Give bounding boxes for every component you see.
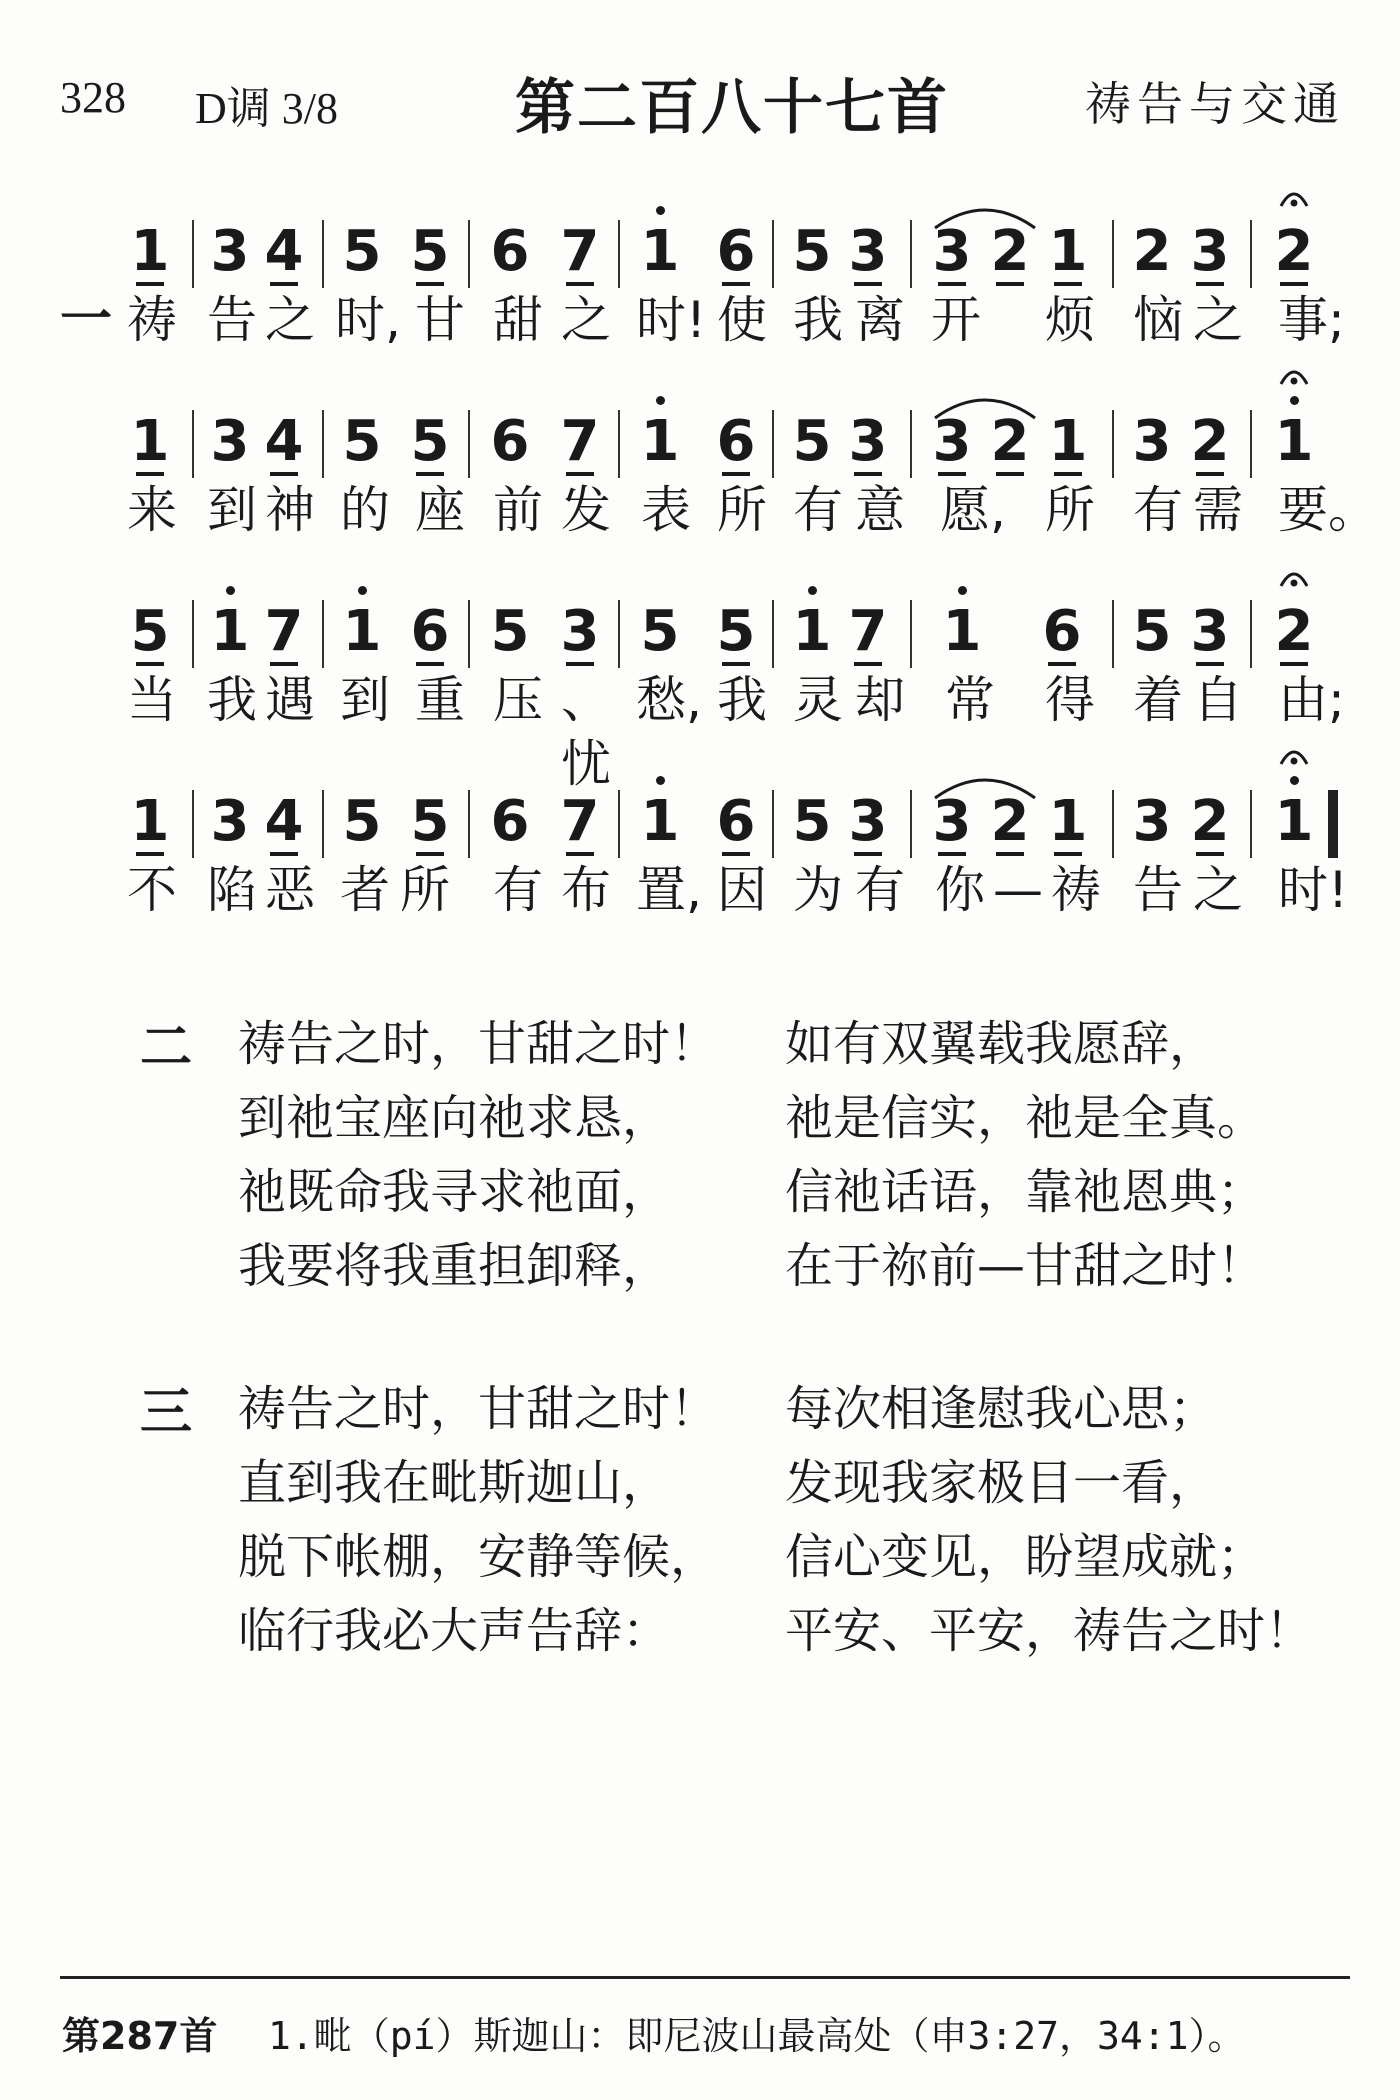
lyric: 者 (340, 861, 390, 919)
note: 2 (1272, 602, 1316, 662)
note: 4 (262, 222, 306, 282)
lyric: 座 (415, 481, 465, 539)
lyric: 重 (415, 671, 465, 729)
lyric: 开 (931, 291, 981, 349)
lyric: 需 (1193, 481, 1243, 539)
fermata-icon (1278, 182, 1310, 212)
note: 7 (262, 602, 306, 662)
note: 6 (490, 409, 530, 474)
verse-line: 信心变见，盼望成就； (785, 1529, 1266, 1585)
note: 7 (558, 222, 602, 282)
lyric: 有 (493, 861, 543, 919)
note: 3 (930, 222, 974, 282)
lyric: 离 (855, 291, 905, 349)
lyric: 事; (1278, 291, 1345, 349)
note: 1 (1272, 412, 1316, 472)
note: 2 (1188, 792, 1232, 852)
verse-line: 到祂宝座向祂求恳， (238, 1090, 671, 1146)
note: 1 (128, 792, 172, 852)
note: 3 (930, 792, 974, 852)
note: 6 (714, 792, 758, 852)
note: 1 (940, 602, 984, 662)
verse-line: 每次相逢慰我心思； (785, 1381, 1218, 1437)
verse-number: 二 (140, 1018, 193, 1078)
lyric: 我 (717, 671, 767, 729)
verse-line: 直到我在毗斯迦山， (238, 1455, 671, 1511)
lyric: 陷 (207, 861, 257, 919)
lyric: — (993, 861, 1043, 919)
note: 1 (638, 792, 682, 852)
note: 2 (988, 412, 1032, 472)
lyric: 到 (207, 481, 257, 539)
lyric: 告 (207, 291, 257, 349)
lyric: 恼 (1133, 291, 1183, 349)
note: 5 (342, 219, 382, 284)
lyric: 告 (1133, 861, 1183, 919)
verse-line: 发现我家极目一看， (785, 1455, 1218, 1511)
note: 5 (408, 222, 452, 282)
note: 5 (1132, 599, 1172, 664)
note: 2 (1272, 222, 1316, 282)
lyric: 当 (127, 671, 177, 729)
note: 4 (262, 792, 306, 852)
verse-number-1: 一 (60, 290, 113, 350)
verse-line: 脱下帐棚，安静等候， (238, 1529, 719, 1585)
footnote-divider (60, 1976, 1350, 1979)
note: 3 (1132, 789, 1172, 854)
lyric: 、忧 (561, 671, 611, 793)
lyric: 灵 (793, 671, 843, 729)
fermata-icon (1278, 562, 1310, 592)
lyric: 愁, (636, 671, 702, 729)
note: 5 (792, 219, 832, 284)
lyric: 的 (340, 481, 390, 539)
note: 1 (1046, 222, 1090, 282)
lyric: 因 (717, 861, 767, 919)
hymn-category: 祷告与交通 (1085, 77, 1345, 131)
lyric: 发 (561, 481, 611, 539)
note: 5 (342, 409, 382, 474)
lyric: 神 (265, 481, 315, 539)
lyric: 前 (493, 481, 543, 539)
note: 5 (792, 409, 832, 474)
lyric: 所 (400, 861, 450, 919)
note: 5 (128, 602, 172, 662)
lyric: 时, (335, 291, 401, 349)
verse-line: 在于祢前—甘甜之时！ (785, 1238, 1266, 1294)
note: 6 (714, 412, 758, 472)
note: 6 (490, 219, 530, 284)
lyric: 所 (1045, 481, 1095, 539)
verse-line: 祷告之时，甘甜之时！ (238, 1016, 719, 1072)
note: 1 (340, 602, 384, 662)
note: 5 (792, 789, 832, 854)
lyric: 之 (1193, 291, 1243, 349)
lyric: 有 (855, 861, 905, 919)
lyric: 之 (561, 291, 611, 349)
note: 2 (1132, 219, 1172, 284)
note: 1 (208, 602, 252, 662)
lyric: 为 (793, 861, 843, 919)
note: 3 (210, 789, 250, 854)
note: 6 (408, 602, 452, 662)
note: 1 (1272, 792, 1316, 852)
verse-line: 祂既命我寻求祂面， (238, 1164, 671, 1220)
lyric: 置, (636, 861, 702, 919)
lyric: 有 (1133, 481, 1183, 539)
note: 5 (342, 789, 382, 854)
lyric: 甜 (493, 291, 543, 349)
note: 3 (1132, 409, 1172, 474)
note: 2 (988, 222, 1032, 282)
verse-line: 信祂话语，靠祂恩典； (785, 1164, 1266, 1220)
note: 3 (1188, 222, 1232, 282)
lyric: 到 (340, 671, 390, 729)
lyric: 压 (493, 671, 543, 729)
note: 4 (262, 412, 306, 472)
note: 3 (846, 792, 890, 852)
lyric: 我 (207, 671, 257, 729)
lyric: 时! (1278, 861, 1349, 919)
verse-line: 祂是信实，祂是全真。 (785, 1090, 1266, 1146)
hymn-title: 第二百八十七首 (515, 73, 949, 143)
note: 3 (210, 219, 250, 284)
lyric: 愿, (940, 481, 1006, 539)
lyric: 所 (717, 481, 767, 539)
note: 1 (790, 602, 834, 662)
note: 3 (846, 222, 890, 282)
note: 3 (846, 412, 890, 472)
note: 6 (1040, 602, 1084, 662)
verse-line: 祷告之时，甘甜之时！ (238, 1381, 719, 1437)
note: 3 (930, 412, 974, 472)
lyric: 烦 (1045, 291, 1095, 349)
note: 1 (1046, 792, 1090, 852)
note: 3 (558, 602, 602, 662)
lyric: 布 (561, 861, 611, 919)
lyric: 我 (793, 291, 843, 349)
final-barline (1328, 790, 1338, 858)
lyric: 要。 (1278, 481, 1378, 539)
lyric: 祷 (127, 291, 177, 349)
lyric: 由; (1278, 671, 1345, 729)
verse-line: 临行我必大声告辞： (238, 1603, 671, 1659)
note: 1 (1046, 412, 1090, 472)
note: 5 (714, 602, 758, 662)
note: 3 (1188, 602, 1232, 662)
note: 7 (558, 792, 602, 852)
note: 6 (490, 789, 530, 854)
note: 7 (846, 602, 890, 662)
note: 5 (490, 599, 530, 664)
lyric: 之 (1193, 861, 1243, 919)
lyric: 不 (127, 861, 177, 919)
lyric: 时! (636, 291, 707, 349)
note: 5 (408, 792, 452, 852)
lyric: 常 (945, 671, 995, 729)
lyric: 之 (265, 291, 315, 349)
lyric: 祷 (1051, 861, 1101, 919)
note: 5 (408, 412, 452, 472)
note: 1 (638, 412, 682, 472)
note: 3 (210, 409, 250, 474)
verse-number: 三 (140, 1383, 193, 1443)
note: 1 (638, 222, 682, 282)
page-number: 328 (60, 73, 126, 122)
lyric: 得 (1045, 671, 1095, 729)
footnote-label: 第287首 (62, 2014, 218, 2058)
footnote-text: 1.毗（pí）斯迦山：即尼波山最高处（申3:27，34:1）。 (268, 2014, 1246, 2058)
lyric: 意 (855, 481, 905, 539)
lyric: 你 (935, 861, 985, 919)
lyric: 有 (793, 481, 843, 539)
verse-line: 如有双翼载我愿辞， (785, 1016, 1218, 1072)
fermata-icon (1278, 360, 1310, 390)
lyric: 着 (1133, 671, 1183, 729)
verse-line: 平安、平安，祷告之时！ (785, 1603, 1314, 1659)
note: 2 (988, 792, 1032, 852)
page-header (0, 60, 1400, 143)
lyric: 却 (855, 671, 905, 729)
lyric: 遇 (265, 671, 315, 729)
lyric: 甘 (415, 291, 465, 349)
key-signature: D调 3/8 (195, 84, 338, 133)
note: 5 (640, 599, 680, 664)
lyric: 恶 (265, 861, 315, 919)
note: 7 (558, 412, 602, 472)
note: 1 (128, 222, 172, 282)
note: 1 (128, 412, 172, 472)
fermata-icon (1278, 740, 1310, 770)
lyric: 自 (1193, 671, 1243, 729)
lyric: 表 (641, 481, 691, 539)
note: 2 (1188, 412, 1232, 472)
verse-line: 我要将我重担卸释， (238, 1238, 671, 1294)
lyric: 使 (717, 291, 767, 349)
lyric: 来 (127, 481, 177, 539)
note: 6 (714, 222, 758, 282)
